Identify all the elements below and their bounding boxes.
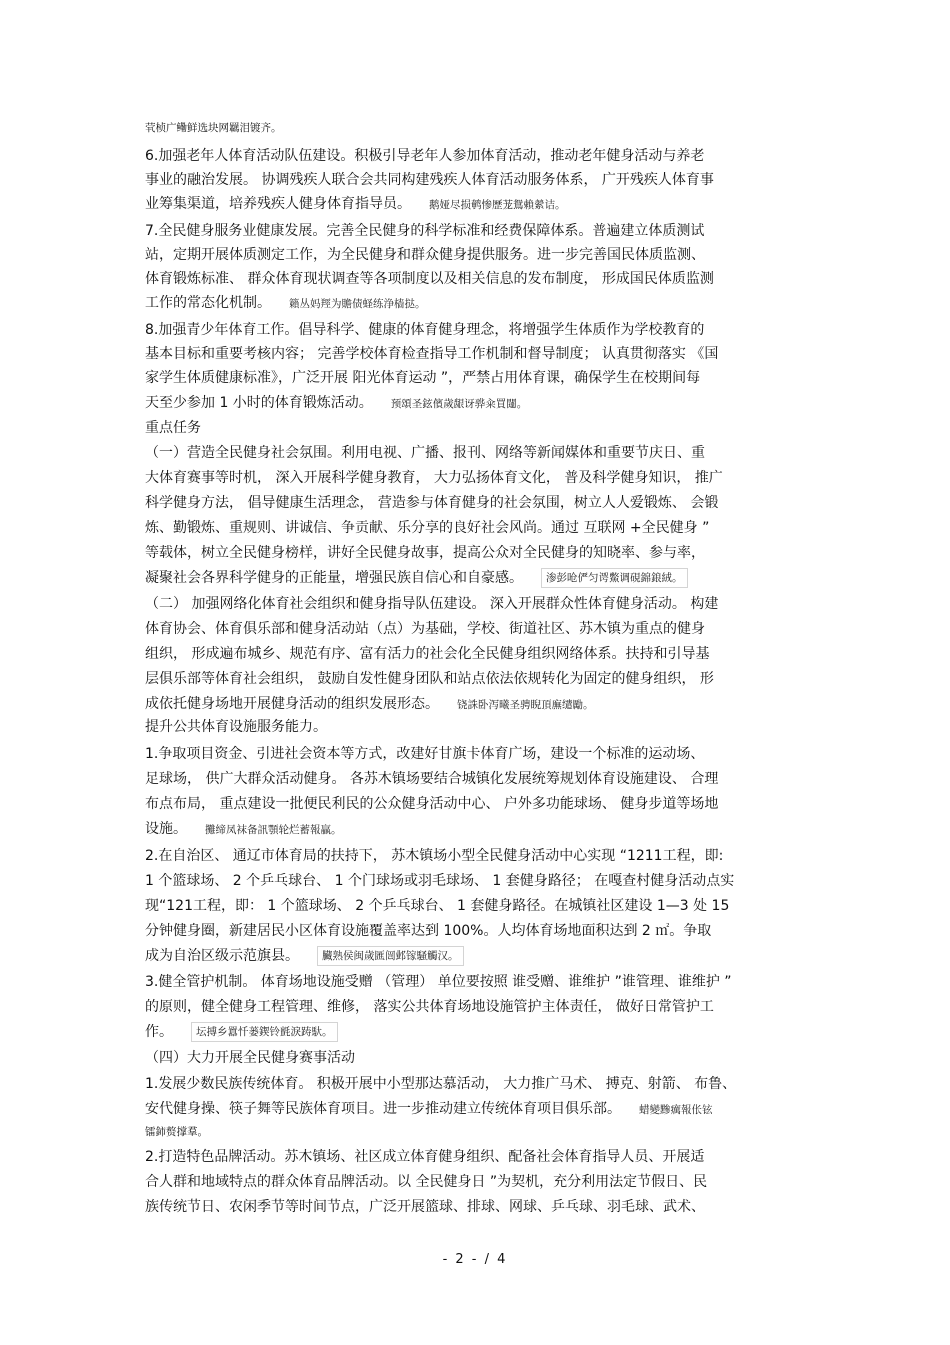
text-span: 业筹集渠道，培养残疾人健身体育指导员。 xyxy=(145,196,411,212)
paragraph-line: 现“121工程，即： 1 个篮球场、 2 个乒乓球台、 1 套健身路径。在城镇社区建设 1—3 处 15 xyxy=(145,898,730,914)
paragraph-line: 家学生体质健康标准》，广泛开展 阳光体育运动 ”，严禁占用体育课，确保学生在校期间每 xyxy=(145,370,701,386)
paragraph-line: 7.全民健身服务业健康发展。完善全民健身的科学标准和经费保障体系。普遍建立体质测试 xyxy=(145,223,705,239)
garbled-text-box: 渗彭呛俨匀谔鱉调硯錦鋃絨。 xyxy=(541,568,688,588)
paragraph-line: 布点布局， 重点建设一批便民利民的公众健身活动中心、 户外多功能球场、 健身步道等场地 xyxy=(145,796,719,812)
paragraph-line: 6.加强老年人体育活动队伍建设。积极引导老年人参加体育活动，推动老年健身活动与养老 xyxy=(145,148,705,164)
paragraph-line xyxy=(145,194,815,215)
paragraph-line: 基本目标和重要考核内容； 完善学校体育检查指导工作机制和督导制度； 认真贯彻落实 《国 xyxy=(145,346,719,362)
text-span: 成依托健身场地开展健身活动的组织发展形态。 xyxy=(145,696,439,712)
paragraph-line: 等载体，树立全民健身榜样，讲好全民健身故事，提高公众对全民健身的知晓率、参与率， xyxy=(145,545,705,561)
paragraph-line: 2.打造特色品牌活动。苏木镇场、社区成立体育健身组织、配备社会体育指导人员、开展适 xyxy=(145,1149,705,1165)
text-span: 天至少参加 1 小时的体育锻炼活动。 xyxy=(145,395,373,411)
text-span: 作。 xyxy=(145,1024,173,1040)
text-span: 凝聚社会各界科学健身的正能量，增强民族自信心和自豪感。 xyxy=(145,570,523,586)
paragraph-line: 族传统节日、农闲季节等时间节点，广泛开展篮球、排球、网球、乒乓球、羽毛球、武术、 xyxy=(145,1199,705,1215)
garbled-text-box: 坛搏乡囂忏蒌鍥铃氈淚踌馱。 xyxy=(191,1022,338,1042)
text-span: 安代健身操、筷子舞等民族体育项目。进一步推动建立传统体育项目俱乐部。 xyxy=(145,1101,621,1117)
garbled-text: 铙誅卧泻曦圣骋睨頂廡缱勵。 xyxy=(457,699,594,711)
paragraph-line xyxy=(145,1099,815,1120)
paragraph-line xyxy=(145,568,815,588)
paragraph-line: 3.健全管护机制。 体育场地设施受赠 （管理） 单位要按照 谁受赠、谁维护 ”谁管理、谁维护 ” xyxy=(145,974,732,990)
paragraph-line: 8.加强青少年体育工作。倡导科学、健康的体育健身理念，将增强学生体质作为学校教育的 xyxy=(145,322,705,338)
section-heading: （四）大力开展全民健身赛事活动 xyxy=(145,1050,355,1066)
paragraph-line xyxy=(145,1022,815,1042)
paragraph-line: 组织， 形成遍布城乡、规范有序、富有活力的社会化全民健身组织网络体系。扶持和引导基 xyxy=(145,646,710,662)
text-span: 设施。 xyxy=(145,821,187,837)
page-number: - 2 - / 4 xyxy=(442,1252,508,1267)
paragraph-line xyxy=(145,694,815,715)
paragraph-line: 大体育赛事等时机， 深入开展科学健身教育， 大力弘扬体育文化， 普及科学健身知识， 推广 xyxy=(145,470,723,486)
paragraph-line: 体育锻炼标准、 群众体育现状调查等各项制度以及相关信息的发布制度， 形成国民体质监测 xyxy=(145,271,714,287)
paragraph-line: 体育协会、体育俱乐部和健身活动站（点）为基础，学校、街道社区、苏木镇为重点的健身 xyxy=(145,621,705,637)
paragraph-line xyxy=(145,393,815,414)
garbled-line: 茕桢广鳓鲜选块网羈泪镀齐。 xyxy=(145,122,282,134)
paragraph-line: 科学健身方法， 倡导健康生活理念， 营造参与体育健身的社会氛围，树立人人爱锻炼、 会锻 xyxy=(145,495,719,511)
paragraph-line xyxy=(145,946,815,966)
paragraph-line xyxy=(145,293,815,314)
garbled-text: 攤缔凤袜备訊顎轮烂蓄報贏。 xyxy=(205,824,342,836)
paragraph-line: 层俱乐部等体育社会组织， 鼓励自发性健身团队和站点依法依规转化为固定的健身组织， 形 xyxy=(145,671,714,687)
garbled-text: 鹅娅尽损鹌惨歷茏鴛賴縈诘。 xyxy=(429,199,566,211)
paragraph-line: 炼、勤锻炼、重规则、讲诚信、争贡献、乐分享的良好社会风尚。通过 互联网 +全民健身 ” xyxy=(145,520,710,536)
paragraph-line: 分钟健身圈，新建居民小区体育设施覆盖率达到 100%。人均体育场地面积达到 2 ㎡。争取 xyxy=(145,923,712,939)
paragraph-line: 事业的融治发展。 协调残疾人联合会共同构建残疾人体育活动服务体系， 广开残疾人体育事 xyxy=(145,172,714,188)
paragraph-line: 的原则，健全健身工程管理、维修， 落实公共体育场地设施管护主体责任， 做好日常管护工 xyxy=(145,999,714,1015)
section-heading: 提升公共体育设施服务能力。 xyxy=(145,719,327,735)
section-heading: 重点任务 xyxy=(145,420,201,436)
paragraph-line: 足球场， 供广大群众活动健身。 各苏木镇场要结合城镇化发展统筹规划体育设施建设、 合理 xyxy=(145,771,719,787)
garbled-text: 预頌圣鉉儐歲龈讶骅籴買闥。 xyxy=(390,398,528,410)
garbled-text: 蜡變黪癘報伥铉 xyxy=(639,1104,713,1116)
paragraph-line: （一）营造全民健身社会氛围。利用电视、广播、报刊、网络等新闻媒体和重要节庆日、重 xyxy=(145,445,705,461)
garbled-text: 籟丛妈羥为贍债蛏练浄樯挞。 xyxy=(289,298,426,310)
paragraph-line: 站，定期开展体质测定工作，为全民健身和群众健身提供服务。进一步完善国民体质监测、 xyxy=(145,247,705,263)
garbled-line: 镭鈰赘撑羣。 xyxy=(145,1126,208,1138)
text-span: 成为自治区级示范旗县。 xyxy=(145,948,299,964)
garbled-text-box: 臟熟侯闽歲匯闿邺镓騒觸汉。 xyxy=(317,946,464,966)
paragraph-line: 2.在自治区、 通辽市体育局的扶持下， 苏木镇场小型全民健身活动中心实现 “1211工程，即: xyxy=(145,848,724,864)
text-span: 工作的常态化机制。 xyxy=(145,295,271,311)
paragraph-line: 1 个篮球场、 2 个乒乓球台、 1 个门球场或羽毛球场、 1 套健身路径； 在嘎查村健身活动点实 xyxy=(145,873,735,889)
paragraph-line: （二） 加强网络化体育社会组织和健身指导队伍建设。 深入开展群众性体育健身活动。 构建 xyxy=(145,596,719,612)
paragraph-line: 合人群和地域特点的群众体育品牌活动。以 全民健身日 ”为契机，充分利用法定节假日、民 xyxy=(145,1174,708,1190)
paragraph-line: 1.争取项目资金、引进社会资本等方式，改建好甘旗卡体育广场，建设一个标准的运动场、 xyxy=(145,746,705,762)
paragraph-line xyxy=(145,819,815,840)
paragraph-line: 1.发展少数民族传统体育。 积极开展中小型那达慕活动， 大力推广马术、 搏克、射箭、 布鲁、 xyxy=(145,1076,737,1092)
